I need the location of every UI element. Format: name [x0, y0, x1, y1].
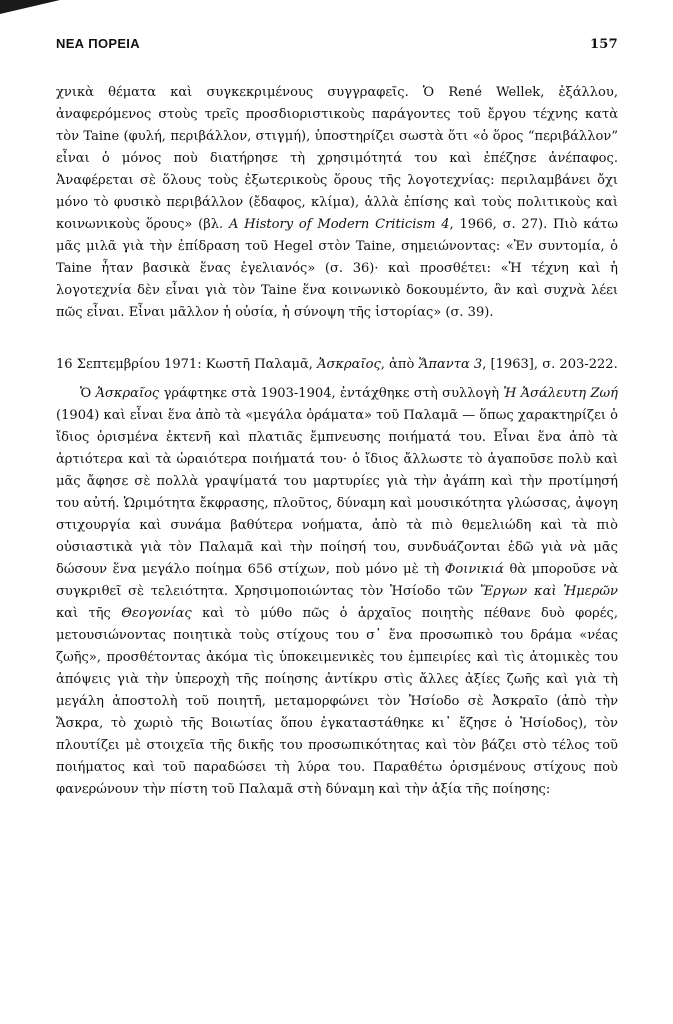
- work-title: Ἔργων καὶ Ἡμερῶν: [480, 584, 618, 599]
- paragraph-text: Ὁ: [80, 386, 96, 401]
- journal-title: ΝΕΑ ΠΟΡΕΙΑ: [56, 36, 140, 51]
- collection-title: Ἅπαντα 3: [418, 357, 483, 372]
- paragraph-text: γράφτηκε στὰ 1903-1904, ἐντάχθηκε στὴ συλλογὴ: [159, 386, 504, 401]
- poem-title: Φοινικιά: [444, 562, 504, 577]
- paragraph-continued: [56, 82, 618, 324]
- book-title: A History of Modern Criticism 4: [228, 217, 450, 232]
- book-page: [56, 36, 618, 801]
- paragraph-text: , 1966, σ. 27). Πιὸ κάτω μᾶς μιλᾶ γιὰ τὴν ἐπίδραση τοῦ Hegel στὸν Taine, σημειώνοντας: «Ἐν συντομία, ὁ Taine ἦταν βασικὰ ἕνας ἑγελιανός» (σ. 36)· καὶ προσθέτει: «Ἡ τέχνη καὶ ἡ λογοτεχνία δὲν εἶναι γιὰ τὸν Taine ἕνα κοινωνικὸ δοκουμέντο, ἂν καὶ συχνὰ λέει πῶς εἶναι. Εἶναι μᾶλλον ἡ οὐσία, ἡ σύνοψη τῆς ἱστορίας» (σ. 39).: [56, 217, 618, 320]
- page-number: 157: [589, 37, 618, 52]
- reference-text: , ἀπὸ: [380, 357, 419, 372]
- paragraph-text: θὰ μποροῦσε νὰ συγκριθεῖ σὲ τελειότητα. Χρησιμοποιώντας τὸν Ἡσίοδο τῶν: [56, 562, 618, 599]
- running-head: [56, 36, 618, 52]
- paragraph-askraios: [56, 383, 618, 801]
- paragraph-text: χνικὰ θέματα καὶ συγκεκριμένους συγγραφεῖς. Ὁ René Wellek, ἐξάλλου, ἀναφερόμενος στοὺς τρεῖς προσδιοριστικοὺς παράγοντες τοῦ ἔργου τέχνης κατὰ τὸν Taine (φυλή, περιβάλλον, στιγμή), ὑποστηρίζει σωστὰ ὅτι «ὁ ὅρος “περιβάλλον” εἶναι ὁ μόνος ποὺ διατήρησε τὴ χρησιμότητά του καὶ ἐπέζησε ἀνέπαφος. Ἀναφέρεται σὲ ὅλους τοὺς ἐξωτερικοὺς ὅρους τῆς λογοτεχνίας: περιλαμβάνει ὄχι μόνο τὸ φυσικὸ περιβάλλον (ἔδαφος, κλίμα), ἀλλὰ ἐπίσης καὶ τοὺς πολιτικοὺς καὶ κοινωνικοὺς ὅρους» (βλ.: [56, 85, 618, 232]
- paragraph-text: καὶ τῆς: [56, 606, 122, 621]
- paragraph-text: καὶ τὸ μύθο πῶς ὁ ἀρχαῖος ποιητὴς πέθανε δυὸ φορές, μετουσιώνοντας ποιητικὰ τοὺς στίχους του σ᾽ ἕνα προσωπικὸ του δράμα «νέας ζωῆς», προσθέτοντας ἀκόμα τὶς ὑποκειμενικὲς του ἐμπειρίες καὶ τὶς ἀτομικὲς του ἀπόψεις γιὰ τὴν ὑπεροχὴ τῆς ποίησης ἀντίκρυ στὶς ἄλλες ἀξίες ζωῆς καὶ γιὰ τὴ μεγάλη ἀποστολὴ τοῦ ποιητῆ, μεταμορφώνει τὸν Ἡσίοδο σὲ Ἀσκραῖο (ἀπὸ τὴν Ἄσκρα, τὸ χωριὸ τῆς Βοιωτίας ὅπου ἐγκαταστάθηκε κι᾽ ἔζησε ὁ Ἡσίοδος), τὸν πλουτίζει μὲ στοιχεῖα τῆς δικῆς του προσωπικότητας καὶ τὸν βάζει στὸ τέλος τοῦ ποιήματος καὶ τοῦ παραδώσει τὴ λύρα του. Παραθέτω ὁρισμένους στίχους ποὺ φανερώνουν τὴν πίστη τοῦ Παλαμᾶ στὴ δύναμη καὶ τὴν ἀξία τῆς ποίησης:: [56, 606, 619, 797]
- reference-text: 16 Σεπτεμβρίου 1971: Κωστῆ Παλαμᾶ,: [56, 357, 318, 372]
- poem-title: Ἀσκραῖος: [317, 357, 381, 372]
- work-title: Θεογονίας: [121, 606, 192, 621]
- paragraph-text: (1904) καὶ εἶναι ἕνα ἀπὸ τὰ «μεγάλα ὁράματα» τοῦ Παλαμᾶ — ὅπως χαρακτηρίζει ὁ ἴδιος ὁρισμένα ἐκτενῆ καὶ πλατιᾶς ἔμπνευσης ποιήματά του. Εἶναι ἕνα ἀπὸ τὰ ἀρτιότερα καὶ τὰ ὡραιότερα ποιήματά του· ὁ ἴδιος ἄλλωστε τὸ ἀγαποῦσε πολὺ καὶ μᾶς ἄφησε σὲ πολλὰ γραψίματά του μαρτυρίες γιὰ τὴν ἀγάπη καὶ τὴν προτίμησή του αὐτή. Ὡριμότητα ἔκφρασης, πλοῦτος, δύναμη καὶ μουσικότητα γλώσσας, ἀψογη στιχουργία καὶ συνάμα βαθύτερα νοήματα, ἀπὸ τὰ πιὸ θεμελιώδη καὶ τὰ πιὸ οὐσιαστικὰ γιὰ τὸν Παλαμᾶ καὶ τὴν ποίησή του, συνδυάζονται ἐδῶ γιὰ νὰ μᾶς δώσουν ἕνα μεγάλο ποίημα 656 στίχων, ποὺ μόνο μὲ τὴ: [56, 408, 618, 577]
- collection-title: Ἡ Ἀσάλευτη Ζωή: [503, 386, 618, 401]
- poem-title: Ἀσκραῖος: [95, 386, 160, 401]
- reference-text: , [1963], σ. 203-222.: [482, 357, 618, 372]
- dated-reference: [56, 354, 618, 376]
- page-corner-mark: [0, 0, 60, 14]
